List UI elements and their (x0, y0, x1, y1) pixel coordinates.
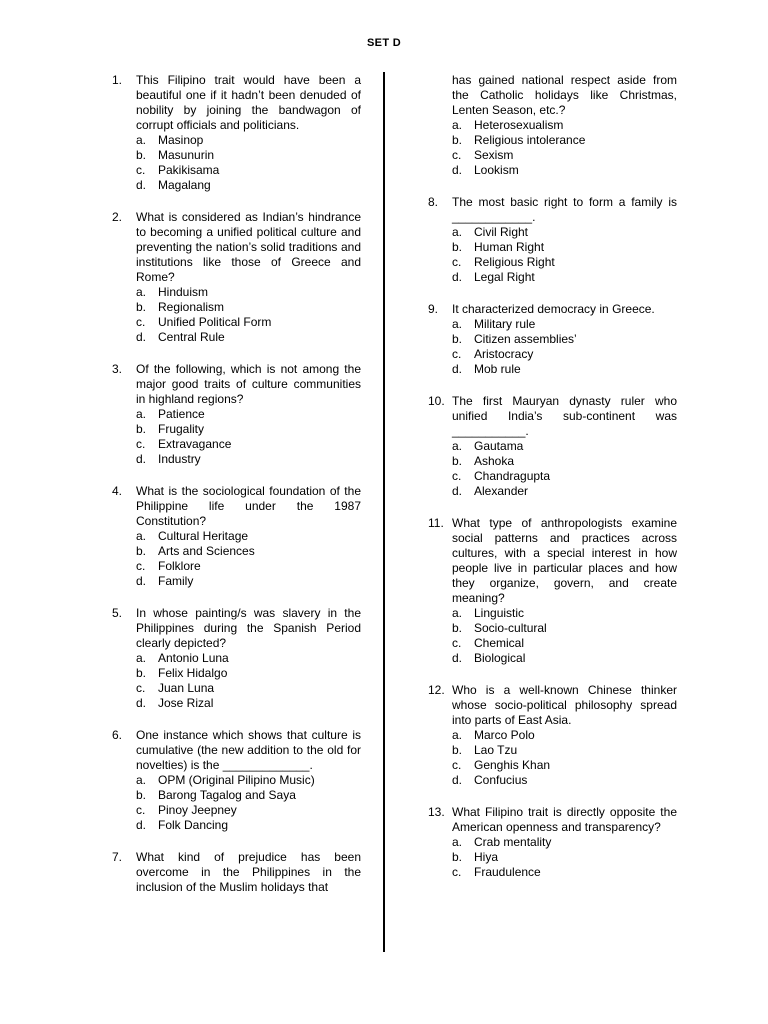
answer-options (112, 529, 361, 589)
option-letter: a. (136, 773, 147, 787)
option-text: Aristocracy (474, 347, 534, 361)
question-number: 5. (112, 606, 123, 620)
option-text: Citizen assemblies’ (474, 332, 577, 346)
option-text: Religious intolerance (474, 133, 586, 147)
answer-option (136, 788, 361, 803)
question-text: In whose painting/s was slavery in the Philippines during the Spanish Period clearly depicted? (136, 606, 361, 650)
option-text: Barong Tagalog and Saya (158, 788, 296, 802)
answer-option (136, 529, 361, 544)
option-letter: c. (136, 803, 146, 817)
answer-option (136, 696, 361, 711)
option-letter: d. (452, 773, 463, 787)
option-letter: c. (452, 865, 462, 879)
answer-option (452, 865, 677, 880)
option-text: Chandragupta (474, 469, 551, 483)
question-item (112, 210, 361, 345)
option-text: Sexism (474, 148, 514, 162)
question-text: This Filipino trait would have been a beautiful one if it hadn’t been denuded of nobility by joining the bandwagon of corrupt officials and politicians. (136, 73, 361, 132)
question-number: 1. (112, 73, 123, 87)
answer-option (136, 773, 361, 788)
option-text: Frugality (158, 422, 205, 436)
option-text: Biological (474, 651, 526, 665)
option-letter: c. (136, 437, 146, 451)
option-text: Pinoy Jeepney (158, 803, 237, 817)
question-text: What is the sociological foundation of the Philippine life under the 1987 Constitution? (136, 484, 361, 528)
answer-option (452, 743, 677, 758)
option-text: Mob rule (474, 362, 521, 376)
answer-option (136, 574, 361, 589)
answer-option (452, 332, 677, 347)
answer-option (136, 422, 361, 437)
answer-option (136, 133, 361, 148)
option-text: Linguistic (474, 606, 525, 620)
option-letter: b. (136, 422, 147, 436)
question-text: Of the following, which is not among the major good traits of culture communities in highland regions? (136, 362, 361, 406)
right-column (428, 73, 677, 897)
option-text: OPM (Original Pilipino Music) (158, 773, 315, 787)
question-number: 8. (428, 195, 439, 209)
option-letter: c. (452, 347, 462, 361)
question-number: 3. (112, 362, 123, 376)
answer-option (452, 758, 677, 773)
option-letter: a. (452, 225, 463, 239)
answer-option (452, 651, 677, 666)
option-text: Ashoka (474, 454, 515, 468)
option-text: Lookism (474, 163, 519, 177)
answer-options (112, 651, 361, 711)
answer-option (136, 407, 361, 422)
option-text: Unified Political Form (158, 315, 272, 329)
question-number: 13. (428, 805, 445, 819)
option-letter: a. (452, 606, 463, 620)
option-letter: a. (136, 651, 147, 665)
answer-option (452, 484, 677, 499)
option-letter: b. (136, 300, 147, 314)
question-item (112, 850, 361, 895)
option-letter: a. (136, 285, 147, 299)
answer-options (428, 606, 677, 666)
question-item (428, 516, 677, 666)
option-letter: d. (452, 163, 463, 177)
question-text: Who is a well-known Chinese thinker whose socio-political philosophy spread into parts of East Asia. (452, 683, 677, 727)
option-letter: b. (452, 133, 463, 147)
option-text: Antonio Luna (158, 651, 229, 665)
answer-option (452, 163, 677, 178)
answer-options (112, 773, 361, 833)
option-text: Folklore (158, 559, 201, 573)
answer-options (428, 835, 677, 880)
question-item (428, 394, 677, 499)
answer-option (452, 850, 677, 865)
question-number: 6. (112, 728, 123, 742)
answer-option (136, 330, 361, 345)
answer-option (136, 300, 361, 315)
option-letter: c. (452, 148, 462, 162)
option-letter: d. (136, 574, 147, 588)
option-text: Felix Hidalgo (158, 666, 228, 680)
answer-option (136, 315, 361, 330)
question-text: What Filipino trait is directly opposite the American openness and transparency? (452, 805, 677, 834)
answer-option (136, 559, 361, 574)
option-letter: c. (452, 636, 462, 650)
option-text: Central Rule (158, 330, 225, 344)
option-text: Cultural Heritage (158, 529, 249, 543)
option-letter: b. (136, 544, 147, 558)
option-letter: a. (136, 133, 147, 147)
option-text: Regionalism (158, 300, 225, 314)
option-text: Alexander (474, 484, 529, 498)
answer-option (136, 163, 361, 178)
question-item (112, 606, 361, 711)
answer-option (136, 178, 361, 193)
option-letter: b. (136, 666, 147, 680)
option-letter: d. (452, 484, 463, 498)
option-text: Lao Tzu (474, 743, 518, 757)
answer-option (452, 606, 677, 621)
option-letter: b. (136, 148, 147, 162)
answer-option (136, 818, 361, 833)
question-item (428, 73, 677, 178)
question-text: What is considered as Indian’s hindrance to becoming a unified political culture and preventing the nation’s solid traditions and institutions like those of Greece and Rome? (136, 210, 361, 284)
answer-option (452, 728, 677, 743)
option-text: Jose Rizal (158, 696, 214, 710)
option-text: Heterosexualism (474, 118, 564, 132)
question-text: The most basic right to form a family is ____________. (452, 195, 677, 224)
option-letter: d. (452, 362, 463, 376)
question-text: What kind of prejudice has been overcome in the Philippines in the inclusion of the Muslim holidays that (136, 850, 361, 894)
answer-option (452, 148, 677, 163)
answer-options (112, 133, 361, 193)
option-text: Patience (158, 407, 205, 421)
question-number: 10. (428, 394, 445, 408)
answer-option (452, 270, 677, 285)
question-number: 9. (428, 302, 439, 316)
answer-option (452, 225, 677, 240)
answer-options (112, 407, 361, 467)
answer-option (136, 437, 361, 452)
question-item (428, 302, 677, 377)
option-letter: a. (452, 835, 463, 849)
option-letter: d. (136, 696, 147, 710)
option-text: Marco Polo (474, 728, 535, 742)
option-text: Gautama (474, 439, 524, 453)
option-letter: c. (136, 559, 146, 573)
option-letter: a. (452, 728, 463, 742)
option-text: Genghis Khan (474, 758, 551, 772)
option-text: Pakikisama (158, 163, 220, 177)
option-text: Masunurin (158, 148, 215, 162)
option-letter: b. (452, 332, 463, 346)
answer-options (112, 285, 361, 345)
option-text: Military rule (474, 317, 536, 331)
question-item (428, 683, 677, 788)
answer-option (136, 452, 361, 467)
answer-option (452, 255, 677, 270)
page-title: SET D (367, 37, 401, 49)
option-text: Juan Luna (158, 681, 215, 695)
answer-option (452, 469, 677, 484)
answer-option (452, 636, 677, 651)
option-text: Masinop (158, 133, 204, 147)
option-text: Human Right (474, 240, 545, 254)
answer-option (136, 651, 361, 666)
answer-option (452, 133, 677, 148)
option-text: Folk Dancing (158, 818, 229, 832)
option-letter: d. (136, 452, 147, 466)
answer-option (452, 439, 677, 454)
option-letter: c. (136, 681, 146, 695)
answer-options (428, 225, 677, 285)
answer-options (428, 118, 677, 178)
answer-option (136, 681, 361, 696)
option-letter: a. (136, 529, 147, 543)
option-letter: c. (452, 758, 462, 772)
question-text: has gained national respect aside from the Catholic holidays like Christmas, Lenten Season, etc.? (452, 73, 677, 117)
question-item (112, 728, 361, 833)
left-column (112, 73, 361, 912)
option-letter: d. (452, 270, 463, 284)
answer-option (452, 773, 677, 788)
option-text: Family (158, 574, 194, 588)
question-item (112, 73, 361, 193)
answer-option (452, 835, 677, 850)
option-text: Fraudulence (474, 865, 541, 879)
option-text: Arts and Sciences (158, 544, 255, 558)
option-letter: a. (452, 118, 463, 132)
column-divider (383, 72, 385, 952)
option-text: Confucius (474, 773, 528, 787)
question-text: One instance which shows that culture is cumulative (the new addition to the old for novelties) is the _____________. (136, 728, 361, 772)
answer-option (136, 544, 361, 559)
option-letter: b. (452, 240, 463, 254)
option-text: Religious Right (474, 255, 555, 269)
option-letter: a. (452, 317, 463, 331)
question-number: 2. (112, 210, 123, 224)
answer-option (452, 317, 677, 332)
answer-option (136, 148, 361, 163)
option-letter: d. (136, 330, 147, 344)
option-text: Industry (158, 452, 201, 466)
option-letter: d. (136, 818, 147, 832)
question-number: 11. (428, 516, 444, 530)
option-text: Socio-cultural (474, 621, 547, 635)
question-item (112, 484, 361, 589)
option-text: Extravagance (158, 437, 232, 451)
option-text: Hiya (474, 850, 499, 864)
option-text: Crab mentality (474, 835, 552, 849)
answer-option (452, 362, 677, 377)
option-letter: b. (452, 454, 463, 468)
question-text: What type of anthropologists examine social patterns and practices across cultures, with a special interest in how people live in particular places and how they organize, govern, and create meaning? (452, 516, 677, 605)
question-text: The first Mauryan dynasty ruler who unified India’s sub-continent was ___________. (452, 394, 677, 438)
option-letter: b. (452, 850, 463, 864)
answer-options (428, 439, 677, 499)
option-letter: d. (452, 651, 463, 665)
option-letter: b. (452, 621, 463, 635)
option-letter: c. (452, 469, 462, 483)
option-text: Legal Right (474, 270, 535, 284)
answer-options (428, 317, 677, 377)
answer-option (136, 285, 361, 300)
option-letter: d. (136, 178, 147, 192)
question-text: It characterized democracy in Greece. (452, 302, 655, 316)
option-text: Civil Right (474, 225, 529, 239)
answer-option (452, 240, 677, 255)
answer-option (136, 803, 361, 818)
question-item (428, 805, 677, 880)
question-number: 7. (112, 850, 123, 864)
option-letter: c. (136, 163, 146, 177)
question-number: 4. (112, 484, 123, 498)
question-item (428, 195, 677, 285)
option-text: Chemical (474, 636, 525, 650)
option-letter: c. (136, 315, 146, 329)
option-text: Hinduism (158, 285, 209, 299)
answer-option (136, 666, 361, 681)
option-letter: b. (136, 788, 147, 802)
question-number: 12. (428, 683, 445, 697)
answer-options (428, 728, 677, 788)
option-letter: b. (452, 743, 463, 757)
question-item (112, 362, 361, 467)
option-text: Magalang (158, 178, 211, 192)
answer-option (452, 347, 677, 362)
option-letter: a. (452, 439, 463, 453)
answer-option (452, 118, 677, 133)
option-letter: c. (452, 255, 462, 269)
option-letter: a. (136, 407, 147, 421)
answer-option (452, 621, 677, 636)
answer-option (452, 454, 677, 469)
